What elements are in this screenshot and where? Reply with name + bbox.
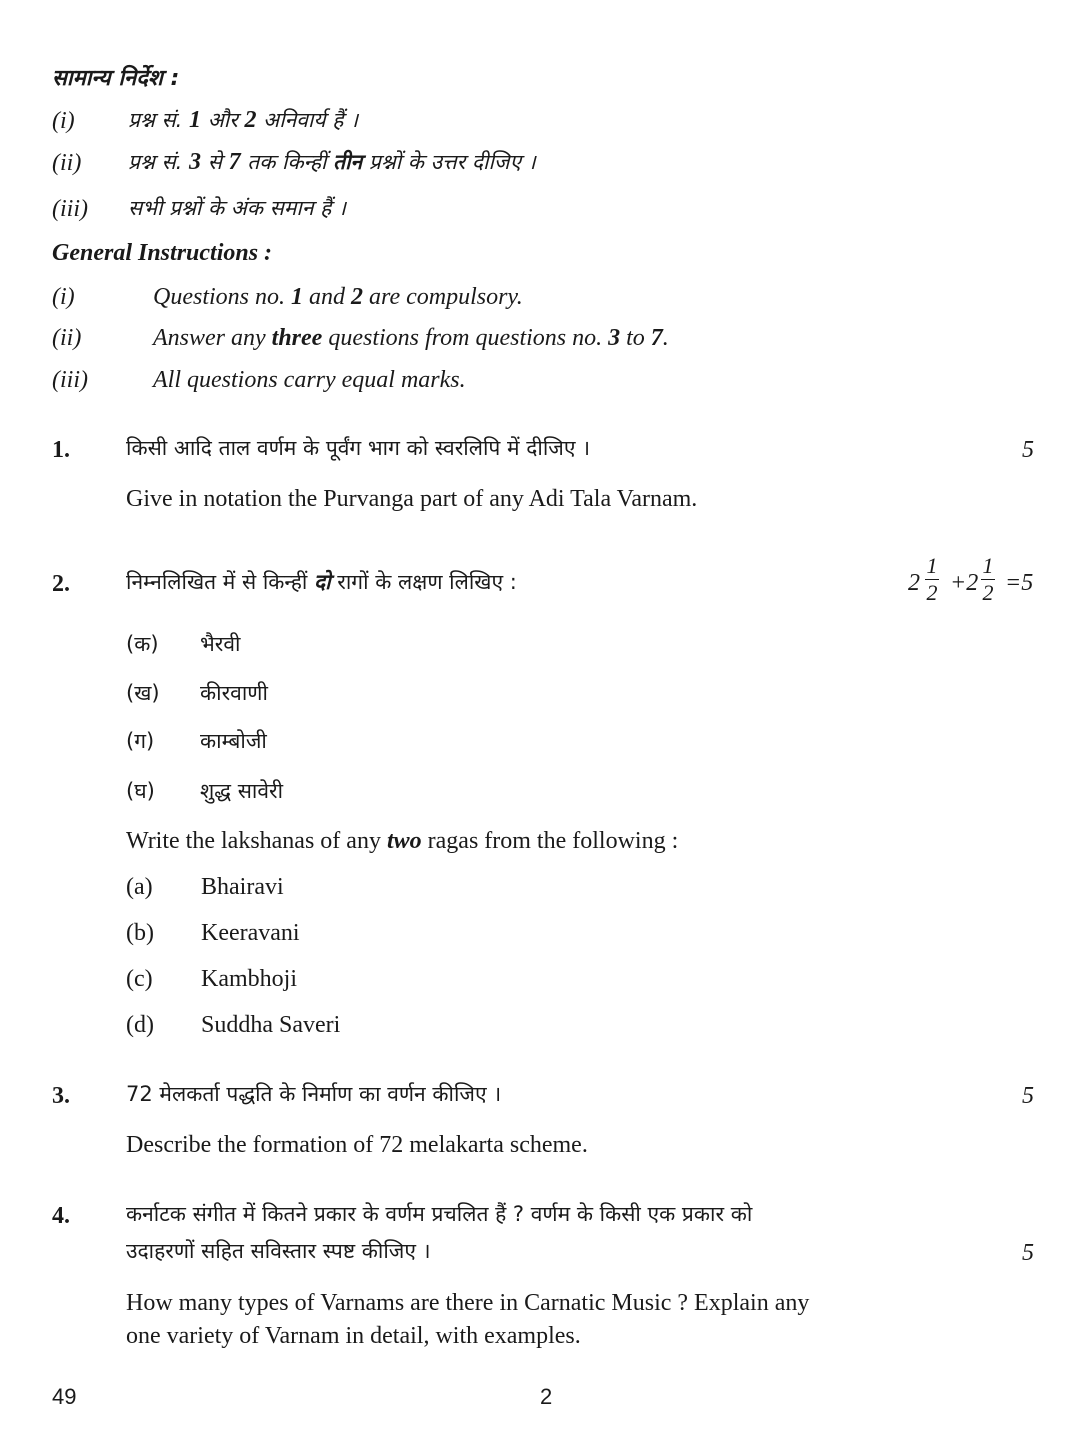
question-text-hi: 72 मेलकर्ता पद्धति के निर्माण का वर्णन कीजिए । [126, 1082, 502, 1106]
page-number: 2 [540, 1384, 553, 1409]
item-text: सभी प्रश्नों के अंक समान हैं । [128, 196, 346, 220]
option-label: (d) [126, 1012, 154, 1038]
option-text: Bhairavi [201, 874, 284, 900]
question-text-en: Give in notation the Purvanga part of any Adi Tala Varnam. [126, 486, 698, 512]
option-label: (a) [126, 874, 153, 900]
instructions-hi-heading: सामान्य निर्देश : [52, 66, 180, 91]
option-text: Suddha Saveri [201, 1012, 341, 1038]
item-number: (ii) [52, 325, 82, 351]
question-number: 1. [52, 437, 70, 463]
instructions-en-heading: General Instructions : [52, 240, 273, 266]
item-text: Questions no. 1 and 2 are compulsory. [153, 284, 523, 310]
option-text: भैरवी [200, 632, 241, 656]
item-text: प्रश्न सं. 1 और 2 अनिवार्य हैं । [128, 107, 359, 133]
question-marks: 5 [1022, 437, 1034, 463]
question-text-en-line: one variety of Varnam in detail, with examples. [126, 1323, 581, 1349]
question-text-hi-line: उदाहरणों सहित सविस्तार स्पष्ट कीजिए । [126, 1239, 431, 1263]
option-text: काम्बोजी [200, 729, 267, 753]
item-number: (i) [52, 108, 75, 134]
option-label: (क) [126, 632, 159, 656]
question-text-en: Write the lakshanas of any two ragas from the following : [126, 828, 679, 854]
question-text-en: Describe the formation of 72 melakarta scheme. [126, 1132, 588, 1158]
question-text-hi-line: कर्नाटक संगीत में कितने प्रकार के वर्णम प्रचलित हैं ? वर्णम के किसी एक प्रकार को [126, 1202, 753, 1226]
option-label: (ग) [126, 729, 155, 753]
question-text-en-line: How many types of Varnams are there in Carnatic Music ? Explain any [126, 1290, 810, 1316]
item-number: (iii) [52, 196, 88, 222]
item-text: All questions carry equal marks. [153, 367, 466, 393]
question-number: 2. [52, 571, 70, 597]
item-number: (ii) [52, 150, 82, 176]
question-text-hi: निम्नलिखित में से किन्हीं दो रागों के लक्षण लिखिए : [126, 570, 517, 594]
option-text: Kambhoji [201, 966, 297, 992]
option-text: शुद्ध सावेरी [200, 779, 284, 803]
option-label: (b) [126, 920, 154, 946]
item-number: (i) [52, 284, 75, 310]
option-text: Keeravani [201, 920, 300, 946]
question-marks: 5 [1022, 1083, 1034, 1109]
option-label: (c) [126, 966, 153, 992]
option-text: कीरवाणी [200, 681, 268, 705]
question-marks: 5 [1022, 1240, 1034, 1266]
item-text: Answer any three questions from questions no. 3 to 7. [153, 325, 669, 351]
item-number: (iii) [52, 367, 88, 393]
option-label: (घ) [126, 779, 155, 803]
item-text: प्रश्न सं. 3 से 7 तक किन्हीं तीन प्रश्नों के उत्तर दीजिए । [128, 149, 536, 175]
paper-code: 49 [52, 1384, 77, 1409]
question-text-hi: किसी आदि ताल वर्णम के पूर्वंग भाग को स्वरलिपि में दीजिए । [126, 436, 591, 460]
question-number: 3. [52, 1083, 70, 1109]
option-label: (ख) [126, 681, 160, 705]
question-number: 4. [52, 1203, 70, 1229]
